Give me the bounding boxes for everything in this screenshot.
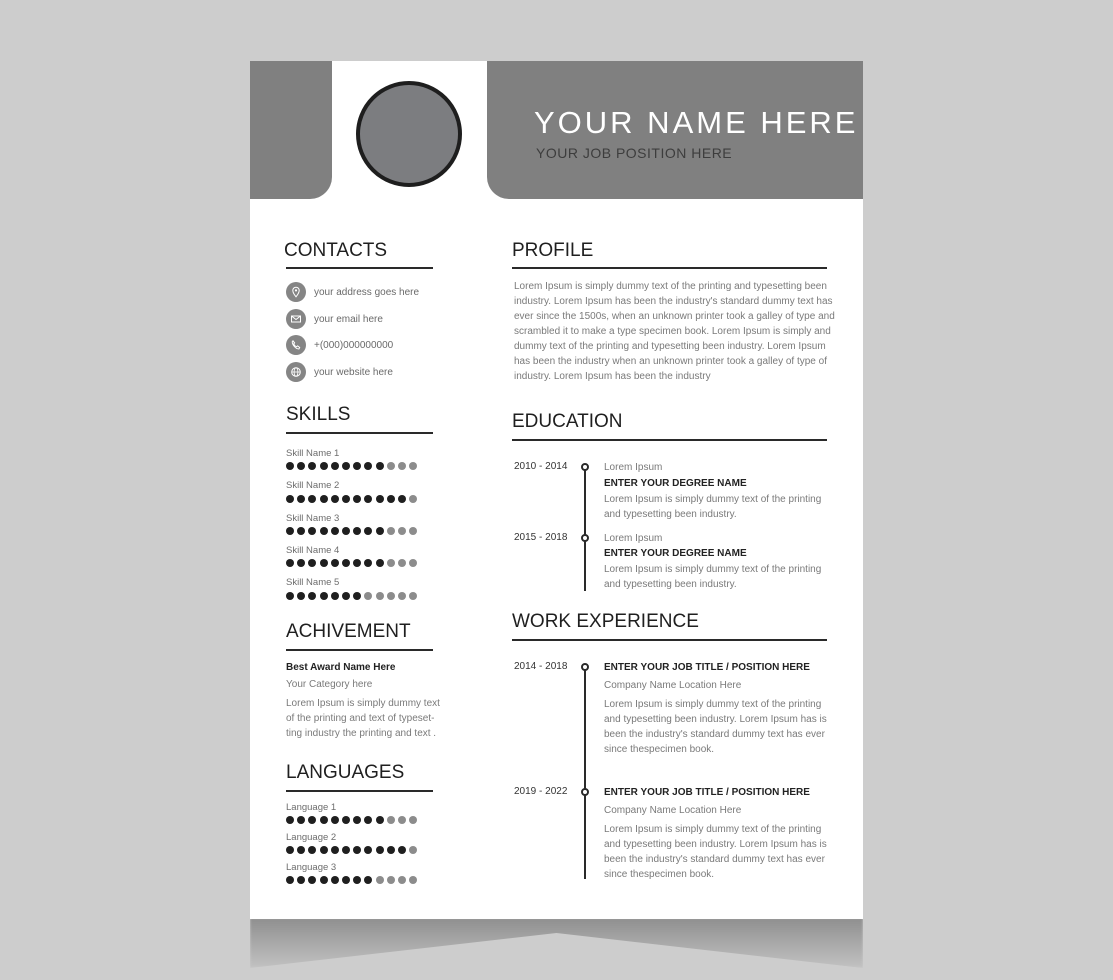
rating-dot-filled bbox=[387, 846, 395, 854]
rating-dot-filled bbox=[320, 527, 328, 535]
rating-dot-filled bbox=[342, 495, 350, 503]
profile-rule bbox=[512, 267, 827, 269]
achievement-title: ACHIVEMENT bbox=[286, 621, 411, 642]
language-name: Language 2 bbox=[286, 832, 337, 843]
rating-dot-empty bbox=[409, 816, 417, 824]
rating-dot-empty bbox=[376, 876, 384, 884]
rating-dot-filled bbox=[297, 876, 305, 884]
rating-dot-empty bbox=[398, 592, 406, 600]
award-description-line: Lorem Ipsum is simply dummy text bbox=[286, 698, 440, 709]
rating-dot-filled bbox=[331, 876, 339, 884]
rating-dot-filled bbox=[342, 816, 350, 824]
resume-page bbox=[250, 61, 863, 919]
rating-dot-filled bbox=[364, 559, 372, 567]
rating-dot-filled bbox=[308, 462, 316, 470]
rating-dot-filled bbox=[353, 495, 361, 503]
education-school: Lorem Ipsum bbox=[604, 533, 663, 544]
timeline-dot bbox=[581, 534, 589, 542]
contact-email-text[interactable]: your email here bbox=[314, 313, 383, 325]
education-timeline bbox=[584, 467, 586, 591]
rating-dot-filled bbox=[308, 592, 316, 600]
rating-dot-filled bbox=[320, 592, 328, 600]
rating-dot-filled bbox=[364, 495, 372, 503]
rating-dot-filled bbox=[331, 592, 339, 600]
profile-photo-placeholder[interactable] bbox=[356, 81, 462, 187]
skill-rating bbox=[286, 592, 417, 600]
rating-dot-filled bbox=[297, 462, 305, 470]
rating-dot-filled bbox=[398, 846, 406, 854]
contact-email bbox=[286, 309, 383, 329]
award-description-line: ting industry the printing and text . bbox=[286, 728, 437, 739]
rating-dot-filled bbox=[376, 527, 384, 535]
rating-dot-empty bbox=[409, 527, 417, 535]
rating-dot-filled bbox=[308, 876, 316, 884]
work-company: Company Name Location Here bbox=[604, 805, 742, 816]
work-description-line: Lorem Ipsum is simply dummy text of the printing bbox=[604, 699, 822, 710]
work-description-line: Lorem Ipsum is simply dummy text of the printing bbox=[604, 824, 822, 835]
timeline-dot bbox=[581, 788, 589, 796]
profile-line: scrambled it to make a type specimen book. Lorem Ipsum is simply and bbox=[514, 326, 831, 337]
rating-dot-filled bbox=[364, 527, 372, 535]
rating-dot-filled bbox=[376, 559, 384, 567]
rating-dot-empty bbox=[398, 462, 406, 470]
rating-dot-empty bbox=[387, 592, 395, 600]
work-description-line: been the industry's standard dummy text has ever bbox=[604, 729, 825, 740]
rating-dot-filled bbox=[320, 846, 328, 854]
rating-dot-filled bbox=[376, 816, 384, 824]
rating-dot-empty bbox=[387, 559, 395, 567]
rating-dot-empty bbox=[364, 592, 372, 600]
globe-icon bbox=[286, 362, 306, 382]
rating-dot-filled bbox=[331, 559, 339, 567]
rating-dot-filled bbox=[308, 816, 316, 824]
timeline-dot bbox=[581, 663, 589, 671]
education-years: 2015 - 2018 bbox=[514, 532, 568, 543]
skill-rating bbox=[286, 462, 417, 470]
work-description-line: been the industry's standard dummy text has ever bbox=[604, 854, 825, 865]
profile-title: PROFILE bbox=[512, 240, 594, 261]
rating-dot-filled bbox=[342, 559, 350, 567]
skill-name: Skill Name 4 bbox=[286, 545, 340, 556]
language-name: Language 1 bbox=[286, 802, 337, 813]
work-description-line: and typesetting been industry. Lorem Ipsum has is bbox=[604, 839, 827, 850]
award-name: Best Award Name Here bbox=[286, 662, 396, 673]
rating-dot-filled bbox=[297, 846, 305, 854]
skill-name: Skill Name 3 bbox=[286, 513, 340, 524]
language-name: Language 3 bbox=[286, 862, 337, 873]
rating-dot-filled bbox=[320, 876, 328, 884]
rating-dot-filled bbox=[297, 527, 305, 535]
profile-line: ever since the 1500s, when an unknown printer took a galley of type and bbox=[514, 311, 835, 322]
rating-dot-filled bbox=[376, 846, 384, 854]
education-degree: ENTER YOUR DEGREE NAME bbox=[604, 548, 747, 559]
skill-rating bbox=[286, 495, 417, 503]
rating-dot-filled bbox=[286, 816, 294, 824]
rating-dot-filled bbox=[342, 527, 350, 535]
skills-title: SKILLS bbox=[286, 404, 351, 425]
rating-dot-filled bbox=[286, 846, 294, 854]
header-band-left bbox=[250, 61, 332, 199]
education-degree: ENTER YOUR DEGREE NAME bbox=[604, 478, 747, 489]
rating-dot-empty bbox=[409, 592, 417, 600]
resume-name: YOUR NAME HERE bbox=[534, 105, 859, 140]
rating-dot-filled bbox=[320, 816, 328, 824]
skill-rating bbox=[286, 559, 417, 567]
languages-title: LANGUAGES bbox=[286, 762, 405, 783]
rating-dot-filled bbox=[376, 462, 384, 470]
rating-dot-empty bbox=[398, 816, 406, 824]
rating-dot-filled bbox=[286, 495, 294, 503]
email-icon bbox=[286, 309, 306, 329]
work-description-line: since thespecimen book. bbox=[604, 869, 715, 880]
rating-dot-filled bbox=[398, 495, 406, 503]
contact-website bbox=[286, 362, 393, 382]
work-rule bbox=[512, 639, 827, 641]
rating-dot-filled bbox=[320, 495, 328, 503]
rating-dot-filled bbox=[353, 527, 361, 535]
education-description-line: Lorem Ipsum is simply dummy text of the printing bbox=[604, 564, 822, 575]
rating-dot-empty bbox=[387, 876, 395, 884]
rating-dot-filled bbox=[297, 592, 305, 600]
rating-dot-filled bbox=[308, 527, 316, 535]
rating-dot-empty bbox=[398, 559, 406, 567]
job-position: YOUR JOB POSITION HERE bbox=[536, 145, 733, 161]
rating-dot-filled bbox=[353, 816, 361, 824]
rating-dot-filled bbox=[320, 559, 328, 567]
contact-phone-text: +(000)000000000 bbox=[314, 339, 394, 351]
rating-dot-filled bbox=[308, 846, 316, 854]
rating-dot-filled bbox=[331, 527, 339, 535]
work-description-line: since thespecimen book. bbox=[604, 744, 715, 755]
rating-dot-filled bbox=[286, 559, 294, 567]
contact-address bbox=[286, 282, 419, 302]
rating-dot-filled bbox=[353, 559, 361, 567]
education-rule bbox=[512, 439, 827, 441]
rating-dot-filled bbox=[342, 876, 350, 884]
rating-dot-filled bbox=[364, 816, 372, 824]
skill-name: Skill Name 2 bbox=[286, 480, 340, 491]
work-description-line: and typesetting been industry. Lorem Ipsum has is bbox=[604, 714, 827, 725]
rating-dot-filled bbox=[342, 846, 350, 854]
skill-rating bbox=[286, 527, 417, 535]
language-rating bbox=[286, 846, 417, 854]
rating-dot-filled bbox=[297, 816, 305, 824]
contacts-rule bbox=[286, 267, 433, 269]
rating-dot-filled bbox=[286, 527, 294, 535]
rating-dot-filled bbox=[387, 495, 395, 503]
contact-address-text: your address goes here bbox=[314, 286, 420, 298]
rating-dot-filled bbox=[331, 816, 339, 824]
rating-dot-filled bbox=[286, 592, 294, 600]
rating-dot-empty bbox=[387, 462, 395, 470]
rating-dot-filled bbox=[331, 462, 339, 470]
rating-dot-filled bbox=[364, 462, 372, 470]
rating-dot-empty bbox=[409, 559, 417, 567]
rating-dot-empty bbox=[409, 876, 417, 884]
education-description-line: and typesetting been industry. bbox=[604, 579, 737, 590]
rating-dot-filled bbox=[353, 876, 361, 884]
profile-line: dummy text of the printing and typesetting been industry. Lorem Ipsum bbox=[514, 341, 826, 352]
contact-website-text[interactable]: your website here bbox=[314, 366, 393, 378]
profile-line: has been the industry when an unknown printer took a galley of type of bbox=[514, 356, 827, 367]
rating-dot-filled bbox=[364, 846, 372, 854]
work-job-title: ENTER YOUR JOB TITLE / POSITION HERE bbox=[604, 662, 810, 673]
profile-line: industry. Lorem Ipsum has been the industry's standard dummy text has bbox=[514, 296, 833, 307]
language-rating bbox=[286, 876, 417, 884]
rating-dot-empty bbox=[398, 876, 406, 884]
rating-dot-filled bbox=[331, 495, 339, 503]
profile-line: industry. Lorem Ipsum has been the industry bbox=[514, 371, 711, 382]
contacts-title: CONTACTS bbox=[284, 240, 388, 261]
rating-dot-filled bbox=[286, 462, 294, 470]
rating-dot-filled bbox=[353, 592, 361, 600]
work-job-title: ENTER YOUR JOB TITLE / POSITION HERE bbox=[604, 787, 810, 798]
rating-dot-filled bbox=[353, 462, 361, 470]
education-title: EDUCATION bbox=[512, 411, 623, 432]
rating-dot-empty bbox=[387, 816, 395, 824]
work-years: 2014 - 2018 bbox=[514, 661, 568, 672]
rating-dot-empty bbox=[398, 527, 406, 535]
profile-line: Lorem Ipsum is simply dummy text of the printing and typesetting been bbox=[514, 281, 827, 292]
education-years: 2010 - 2014 bbox=[514, 461, 568, 472]
work-title: WORK EXPERIENCE bbox=[512, 611, 699, 632]
rating-dot-filled bbox=[320, 462, 328, 470]
timeline-dot bbox=[581, 463, 589, 471]
language-rating bbox=[286, 816, 417, 824]
rating-dot-empty bbox=[376, 592, 384, 600]
rating-dot-filled bbox=[308, 559, 316, 567]
education-school: Lorem Ipsum bbox=[604, 462, 663, 473]
achievement-rule bbox=[286, 649, 433, 651]
rating-dot-empty bbox=[409, 495, 417, 503]
rating-dot-filled bbox=[376, 495, 384, 503]
education-description-line: and typesetting been industry. bbox=[604, 509, 737, 520]
rating-dot-filled bbox=[342, 462, 350, 470]
page-shadow bbox=[250, 918, 863, 968]
work-company: Company Name Location Here bbox=[604, 680, 742, 691]
location-pin-icon bbox=[286, 282, 306, 302]
work-timeline bbox=[584, 667, 586, 879]
languages-rule bbox=[286, 790, 433, 792]
rating-dot-filled bbox=[308, 495, 316, 503]
rating-dot-empty bbox=[387, 527, 395, 535]
education-description-line: Lorem Ipsum is simply dummy text of the printing bbox=[604, 494, 822, 505]
rating-dot-filled bbox=[286, 876, 294, 884]
skill-name: Skill Name 5 bbox=[286, 577, 340, 588]
award-category: Your Category here bbox=[286, 679, 373, 690]
rating-dot-filled bbox=[331, 846, 339, 854]
rating-dot-filled bbox=[353, 846, 361, 854]
work-years: 2019 - 2022 bbox=[514, 786, 568, 797]
rating-dot-filled bbox=[297, 495, 305, 503]
rating-dot-filled bbox=[364, 876, 372, 884]
phone-icon bbox=[286, 335, 306, 355]
contact-phone bbox=[286, 335, 393, 355]
award-description-line: of the printing and text of typeset- bbox=[286, 713, 435, 724]
rating-dot-empty bbox=[409, 462, 417, 470]
rating-dot-empty bbox=[409, 846, 417, 854]
rating-dot-filled bbox=[297, 559, 305, 567]
skill-name: Skill Name 1 bbox=[286, 448, 340, 459]
skills-rule bbox=[286, 432, 433, 434]
rating-dot-filled bbox=[342, 592, 350, 600]
